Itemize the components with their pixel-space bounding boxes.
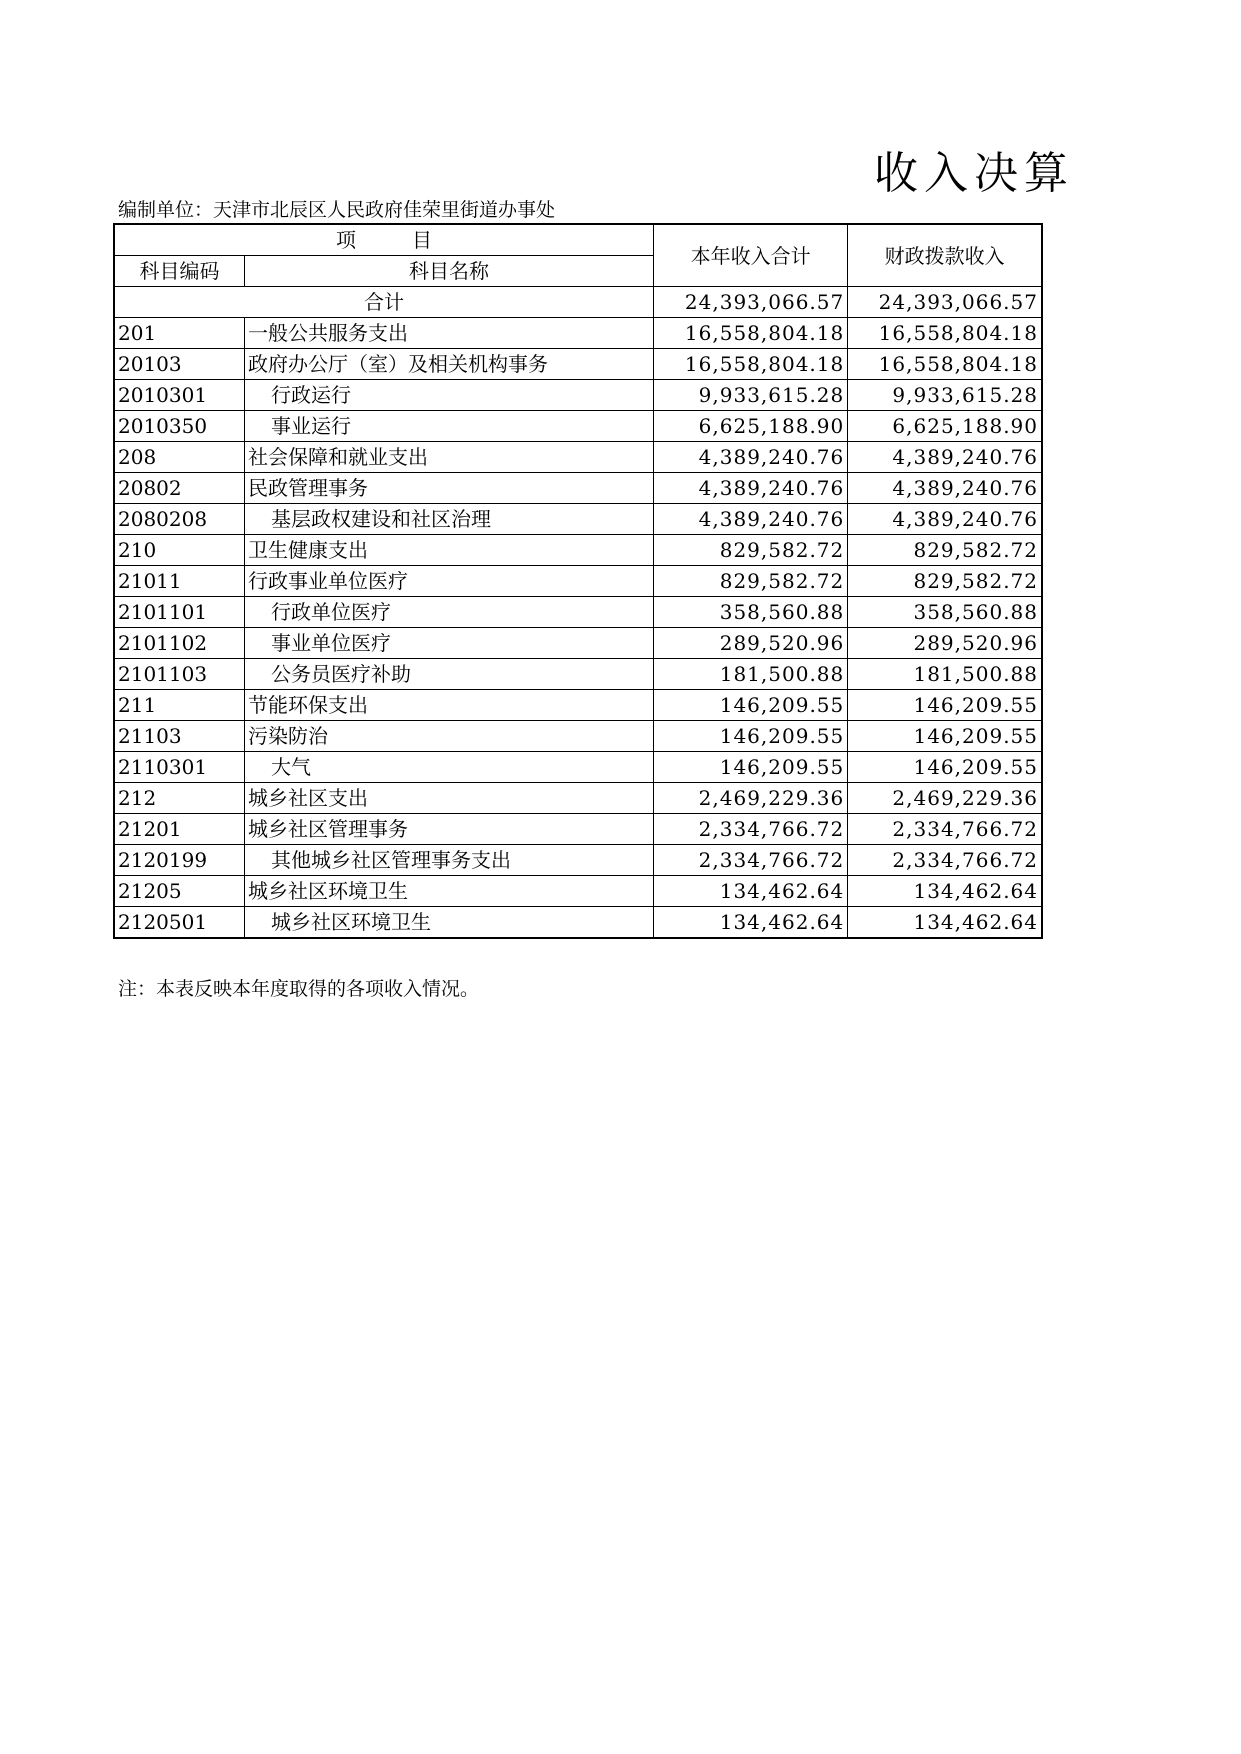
row-fiscal: 146,209.55: [848, 752, 1042, 783]
row-code: 2101103: [114, 659, 245, 690]
header-fiscal: 财政拨款收入: [848, 224, 1042, 287]
table-note: 注：本表反映本年度取得的各项收入情况。: [118, 978, 480, 1000]
table-row: [114, 318, 1042, 349]
table-row: [114, 380, 1042, 411]
row-fiscal: 134,462.64: [848, 876, 1042, 907]
row-name: 城乡社区环境卫生: [245, 876, 654, 907]
row-fiscal: 146,209.55: [848, 690, 1042, 721]
table-row: [114, 690, 1042, 721]
header-total: 本年收入合计: [654, 224, 848, 287]
total-label: 合计: [114, 287, 654, 318]
header-code: 科目编码: [114, 256, 245, 287]
row-code: 2080208: [114, 504, 245, 535]
row-fiscal: 6,625,188.90: [848, 411, 1042, 442]
row-name: 政府办公厅（室）及相关机构事务: [245, 349, 654, 380]
row-name: 公务员医疗补助: [245, 659, 654, 690]
row-name: 事业单位医疗: [245, 628, 654, 659]
row-fiscal: 16,558,804.18: [848, 318, 1042, 349]
row-code: 2120501: [114, 907, 245, 939]
row-fiscal: 181,500.88: [848, 659, 1042, 690]
row-fiscal: 2,334,766.72: [848, 814, 1042, 845]
table-row: [114, 907, 1042, 939]
row-total: 134,462.64: [654, 876, 848, 907]
row-total: 289,520.96: [654, 628, 848, 659]
table-row: [114, 783, 1042, 814]
table-row: [114, 876, 1042, 907]
income-table: [113, 223, 1043, 939]
table-row: [114, 411, 1042, 442]
row-code: 2120199: [114, 845, 245, 876]
table-row: [114, 845, 1042, 876]
row-name: 城乡社区支出: [245, 783, 654, 814]
table-row: [114, 473, 1042, 504]
total-row-total: 24,393,066.57: [654, 287, 848, 318]
row-code: 21205: [114, 876, 245, 907]
row-name: 社会保障和就业支出: [245, 442, 654, 473]
row-fiscal: 4,389,240.76: [848, 473, 1042, 504]
table-row: [114, 535, 1042, 566]
row-fiscal: 4,389,240.76: [848, 504, 1042, 535]
row-total: 2,334,766.72: [654, 814, 848, 845]
header-project-label: 项目: [336, 228, 489, 252]
row-code: 2010350: [114, 411, 245, 442]
row-fiscal: 829,582.72: [848, 566, 1042, 597]
row-total: 2,469,229.36: [654, 783, 848, 814]
row-fiscal: 829,582.72: [848, 535, 1042, 566]
table-row: [114, 659, 1042, 690]
header-row-project: [114, 224, 1042, 256]
row-total: 16,558,804.18: [654, 318, 848, 349]
row-total: 4,389,240.76: [654, 442, 848, 473]
row-total: 4,389,240.76: [654, 504, 848, 535]
table-row: [114, 349, 1042, 380]
row-fiscal: 134,462.64: [848, 907, 1042, 939]
row-name: 民政管理事务: [245, 473, 654, 504]
row-total: 6,625,188.90: [654, 411, 848, 442]
row-total: 358,560.88: [654, 597, 848, 628]
header-name: 科目名称: [245, 256, 654, 287]
row-name: 行政运行: [245, 380, 654, 411]
row-fiscal: 289,520.96: [848, 628, 1042, 659]
table-row: [114, 504, 1042, 535]
row-fiscal: 2,334,766.72: [848, 845, 1042, 876]
table-row: [114, 442, 1042, 473]
row-code: 212: [114, 783, 245, 814]
table-row: [114, 566, 1042, 597]
row-code: 2110301: [114, 752, 245, 783]
row-total: 146,209.55: [654, 752, 848, 783]
table-row: [114, 814, 1042, 845]
row-code: 208: [114, 442, 245, 473]
row-name: 行政单位医疗: [245, 597, 654, 628]
row-total: 829,582.72: [654, 566, 848, 597]
row-total: 146,209.55: [654, 721, 848, 752]
row-total: 9,933,615.28: [654, 380, 848, 411]
total-row-fiscal: 24,393,066.57: [848, 287, 1042, 318]
row-name: 其他城乡社区管理事务支出: [245, 845, 654, 876]
row-name: 事业运行: [245, 411, 654, 442]
row-code: 21103: [114, 721, 245, 752]
row-total: 829,582.72: [654, 535, 848, 566]
row-fiscal: 146,209.55: [848, 721, 1042, 752]
row-code: 201: [114, 318, 245, 349]
row-code: 20103: [114, 349, 245, 380]
row-name: 大气: [245, 752, 654, 783]
row-name: 城乡社区管理事务: [245, 814, 654, 845]
row-code: 210: [114, 535, 245, 566]
row-total: 4,389,240.76: [654, 473, 848, 504]
total-row: [114, 287, 1042, 318]
row-fiscal: 2,469,229.36: [848, 783, 1042, 814]
compiling-unit: 编制单位：天津市北辰区人民政府佳荣里街道办事处: [118, 199, 556, 221]
row-name: 卫生健康支出: [245, 535, 654, 566]
row-total: 146,209.55: [654, 690, 848, 721]
table-row: [114, 597, 1042, 628]
row-name: 城乡社区环境卫生: [245, 907, 654, 939]
row-code: 2101102: [114, 628, 245, 659]
row-total: 16,558,804.18: [654, 349, 848, 380]
row-total: 134,462.64: [654, 907, 848, 939]
table-row: [114, 752, 1042, 783]
row-code: 2101101: [114, 597, 245, 628]
row-fiscal: 9,933,615.28: [848, 380, 1042, 411]
row-total: 181,500.88: [654, 659, 848, 690]
row-name: 一般公共服务支出: [245, 318, 654, 349]
row-name: 污染防治: [245, 721, 654, 752]
row-total: 2,334,766.72: [654, 845, 848, 876]
row-code: 211: [114, 690, 245, 721]
row-name: 行政事业单位医疗: [245, 566, 654, 597]
row-code: 2010301: [114, 380, 245, 411]
table-row: [114, 721, 1042, 752]
row-name: 节能环保支出: [245, 690, 654, 721]
row-fiscal: 358,560.88: [848, 597, 1042, 628]
page-title: 收入决算: [874, 148, 1074, 199]
row-fiscal: 16,558,804.18: [848, 349, 1042, 380]
row-name: 基层政权建设和社区治理: [245, 504, 654, 535]
row-fiscal: 4,389,240.76: [848, 442, 1042, 473]
row-code: 20802: [114, 473, 245, 504]
table-row: [114, 628, 1042, 659]
row-code: 21011: [114, 566, 245, 597]
row-code: 21201: [114, 814, 245, 845]
header-project: [114, 224, 654, 256]
